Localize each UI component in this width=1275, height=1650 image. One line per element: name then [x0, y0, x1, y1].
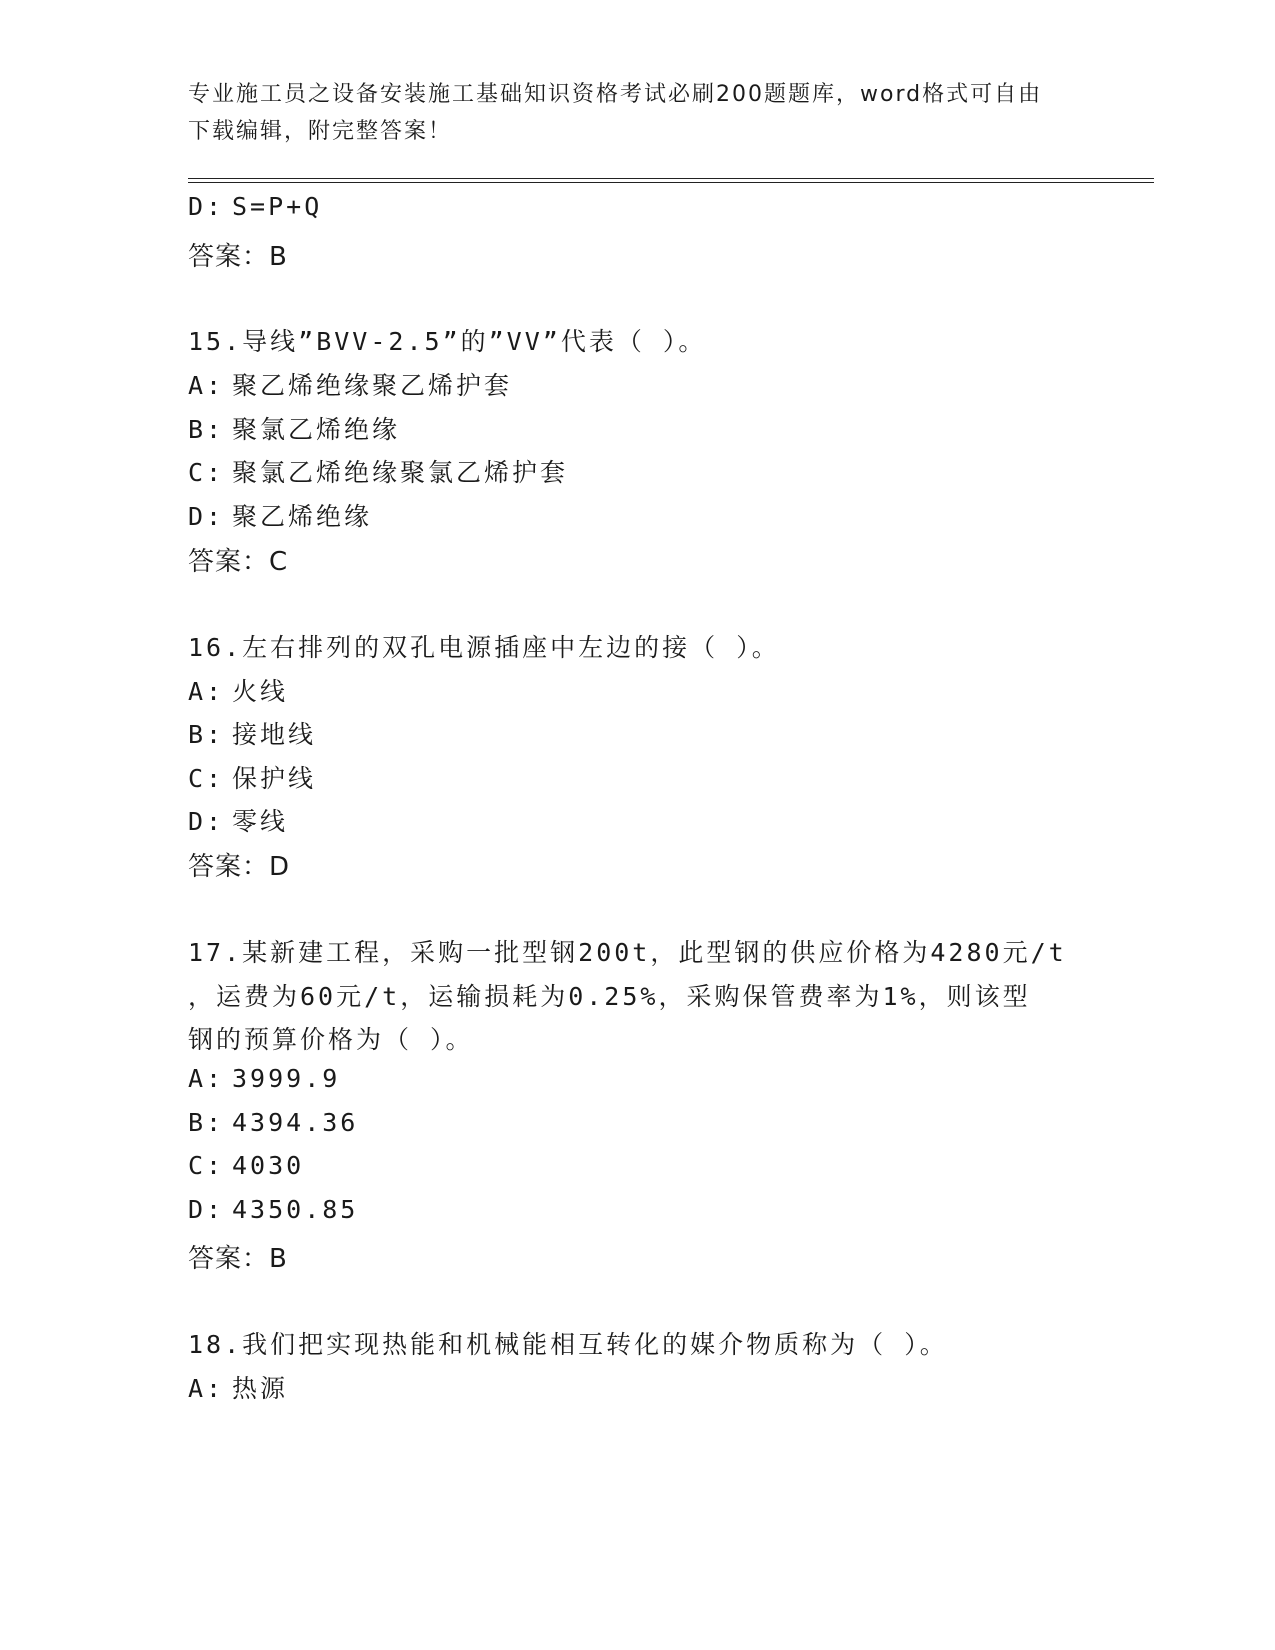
q16-option-d — [188, 802, 288, 838]
option-key: A: — [188, 371, 225, 400]
option-key: D: — [188, 807, 225, 836]
q15-stem: 15.导线”BVV-2.5”的”VV”代表（ ）。 — [188, 327, 707, 356]
q16-option-a — [188, 672, 288, 708]
q14-answer: 答案：B — [188, 242, 288, 272]
option-text: 4030 — [232, 1151, 305, 1180]
q15-answer: 答案：C — [188, 547, 289, 577]
q18-stem: 18.我们把实现热能和机械能相互转化的媒介物质称为（ ）。 — [188, 1330, 948, 1359]
q15-option-d — [188, 497, 372, 533]
q16-option-b — [188, 715, 316, 751]
document-header — [188, 76, 1068, 150]
option-key: D: — [188, 502, 225, 531]
option-text: 零线 — [232, 807, 289, 836]
option-text: 聚乙烯绝缘聚乙烯护套 — [232, 371, 513, 400]
q17-option-a — [188, 1064, 340, 1093]
option-text: 热源 — [232, 1374, 289, 1403]
option-key: B: — [188, 1108, 225, 1137]
option-text: 保护线 — [232, 764, 317, 793]
option-key: A: — [188, 677, 225, 706]
q15-option-c — [188, 453, 568, 489]
option-key: D: — [188, 1195, 225, 1224]
q18-option-a — [188, 1369, 288, 1405]
q17-option-b — [188, 1108, 358, 1137]
q17-stem-line-1: 17.某新建工程，采购一批型钢200t，此型钢的供应价格为4280元/t — [188, 938, 1067, 967]
option-text: 聚氯乙烯绝缘聚氯乙烯护套 — [232, 458, 569, 487]
header-line-2: 下载编辑，附完整答案！ — [188, 119, 453, 144]
q17-option-c — [188, 1151, 304, 1180]
q14-option-d — [188, 192, 322, 221]
header-divider-bottom — [188, 182, 1154, 183]
option-key: B: — [188, 720, 225, 749]
q16-answer: 答案：D — [188, 852, 291, 882]
option-key: D: — [188, 192, 225, 221]
option-key: C: — [188, 458, 225, 487]
q16-stem: 16.左右排列的双孔电源插座中左边的接（ ）。 — [188, 633, 780, 662]
q17-stem-line-3: 钢的预算价格为（ ）。 — [188, 1025, 474, 1054]
q17-option-d — [188, 1195, 358, 1224]
q16-option-c — [188, 759, 316, 795]
q15-option-a — [188, 366, 512, 402]
option-key: A: — [188, 1064, 225, 1093]
option-key: B: — [188, 415, 225, 444]
option-text: 接地线 — [232, 720, 317, 749]
option-text: 聚乙烯绝缘 — [232, 502, 373, 531]
q17-answer: 答案：B — [188, 1244, 288, 1274]
option-text: 4394.36 — [232, 1108, 359, 1137]
option-text: 4350.85 — [232, 1195, 359, 1224]
option-key: A: — [188, 1374, 225, 1403]
header-line-1: 专业施工员之设备安装施工基础知识资格考试必刷200题题库，word格式可自由 — [188, 82, 1043, 107]
option-text: 火线 — [232, 677, 289, 706]
option-key: C: — [188, 764, 225, 793]
option-text: 3999.9 — [232, 1064, 341, 1093]
header-divider-top — [188, 178, 1154, 179]
option-text: 聚氯乙烯绝缘 — [232, 415, 401, 444]
option-text: S=P+Q — [232, 192, 323, 221]
option-key: C: — [188, 1151, 225, 1180]
q17-stem-line-2: ，运费为60元/t，运输损耗为0.25%，采购保管费率为1%，则该型 — [188, 982, 1031, 1011]
q15-option-b — [188, 410, 400, 446]
